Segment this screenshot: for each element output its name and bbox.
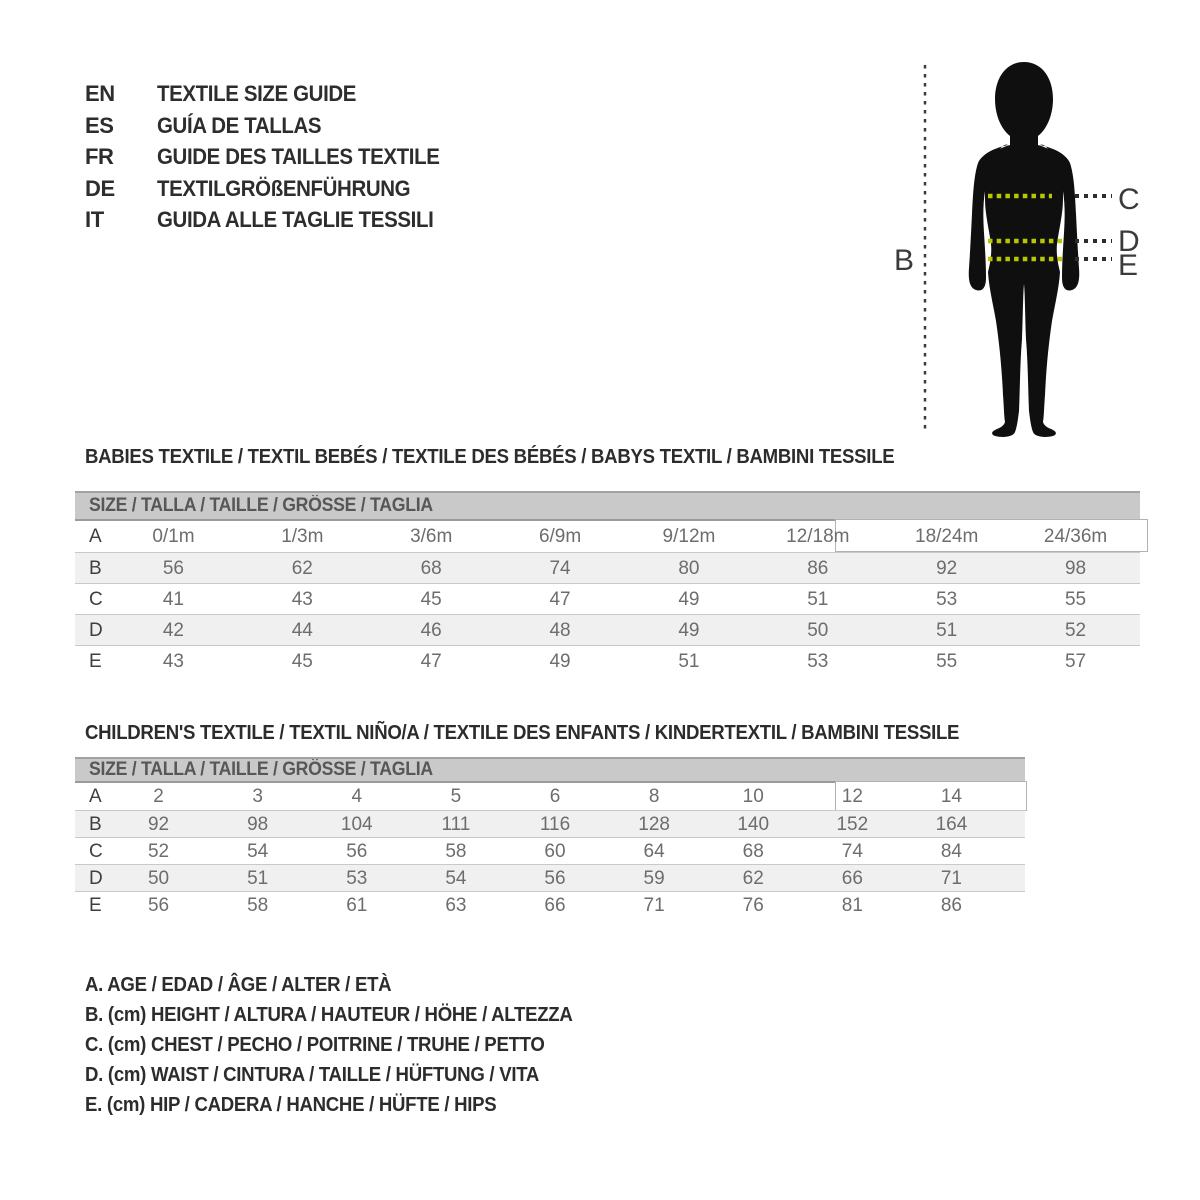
- children-table-header: [75, 757, 1025, 783]
- size-cell: 104: [340, 814, 373, 835]
- legend-text: A. AGE / EDAD / ÂGE / ALTER / ETÀ: [85, 974, 392, 996]
- size-cell: 56: [346, 841, 368, 862]
- row-label: B: [89, 814, 102, 835]
- row-label: E: [89, 895, 102, 916]
- row-label: A: [89, 786, 102, 807]
- row-label: C: [89, 841, 103, 862]
- size-header-text: SIZE / TALLA / TAILLE / GRÖSSE / TAGLIA: [89, 759, 433, 780]
- size-cell: 51: [678, 651, 700, 672]
- size-cell: 55: [936, 651, 958, 672]
- size-cell: 61: [346, 895, 368, 916]
- size-cell: 1/3m: [281, 526, 324, 547]
- size-cell: 49: [678, 620, 700, 641]
- size-row-B: [75, 810, 1025, 837]
- size-cell: 8: [648, 786, 660, 807]
- row-label: B: [89, 558, 102, 579]
- size-cell: 152: [836, 814, 869, 835]
- lang-title: TEXTILE SIZE GUIDE: [157, 81, 357, 106]
- size-cell: 51: [247, 868, 269, 889]
- size-cell: 43: [162, 651, 184, 672]
- size-cell: 74: [841, 841, 863, 862]
- babies-section-title: [85, 446, 955, 469]
- size-cell: 56: [147, 895, 170, 916]
- size-cell: 128: [638, 814, 670, 835]
- lang-row-de: [85, 173, 461, 205]
- size-cell: 49: [678, 589, 700, 610]
- size-cell: 54: [445, 868, 467, 889]
- size-cell: 63: [445, 895, 467, 916]
- size-row-E: [75, 891, 1025, 918]
- children-size-table: [75, 757, 1025, 918]
- size-cell: 50: [147, 868, 170, 889]
- legend-text: E. (cm) HIP / CADERA / HANCHE / HÜFTE / HIPS: [85, 1094, 497, 1116]
- legend-text: D. (cm) WAIST / CINTURA / TAILLE / HÜFTUNG / VITA: [85, 1064, 540, 1086]
- size-cell: 164: [935, 814, 968, 835]
- child-silhouette-figure: [880, 48, 1170, 443]
- lang-code: FR: [85, 144, 114, 169]
- size-row-C: [75, 837, 1025, 864]
- size-cell: 60: [544, 841, 566, 862]
- legend-row-waist: [85, 1060, 609, 1090]
- row-label: D: [89, 868, 103, 889]
- size-cell: 47: [420, 651, 442, 672]
- measurement-legend: [85, 970, 609, 1120]
- size-cell: 111: [441, 814, 471, 835]
- size-cell: 66: [544, 895, 566, 916]
- size-row-A: [75, 783, 1025, 810]
- size-cell: 12: [841, 786, 863, 807]
- size-cell: 68: [420, 558, 442, 579]
- legend-row-hip: [85, 1090, 609, 1120]
- size-row-C: [75, 583, 1140, 614]
- babies-table-header: [75, 491, 1140, 521]
- size-cell: 46: [420, 620, 442, 641]
- lang-row-es: [85, 110, 461, 142]
- row-label: A: [89, 526, 102, 547]
- size-cell: 49: [549, 651, 571, 672]
- legend-row-height: [85, 1000, 609, 1030]
- size-cell: 3: [252, 786, 263, 807]
- size-cell: 64: [643, 841, 665, 862]
- size-cell: 52: [147, 841, 170, 862]
- size-cell: 53: [936, 589, 958, 610]
- legend-text: C. (cm) CHEST / PECHO / POITRINE / TRUHE / PETTO: [85, 1034, 545, 1056]
- size-row-B: [75, 552, 1140, 583]
- size-cell: 74: [549, 558, 571, 579]
- size-cell: 45: [291, 651, 313, 672]
- size-cell: 71: [940, 868, 962, 889]
- lang-row-en: [85, 78, 461, 110]
- size-cell: 10: [742, 786, 764, 807]
- size-cell: 58: [445, 841, 467, 862]
- size-cell: 18/24m: [915, 526, 979, 547]
- size-cell: 9/12m: [662, 526, 716, 547]
- lang-title: GUIDE DES TAILLES TEXTILE: [157, 144, 440, 169]
- size-cell: 55: [1064, 589, 1087, 610]
- size-cell: 42: [162, 620, 184, 641]
- size-header-text: SIZE / TALLA / TAILLE / GRÖSSE / TAGLIA: [89, 495, 433, 516]
- size-cell: 92: [147, 814, 170, 835]
- size-cell: 59: [643, 868, 665, 889]
- size-cell: 51: [936, 620, 958, 641]
- size-row-D: [75, 614, 1140, 645]
- size-cell: 44: [291, 620, 313, 641]
- size-cell: 98: [247, 814, 269, 835]
- size-cell: 3/6m: [410, 526, 453, 547]
- lang-title: GUIDA ALLE TAGLIE TESSILI: [157, 207, 434, 232]
- size-cell: 58: [247, 895, 269, 916]
- legend-row-age: [85, 970, 609, 1000]
- size-cell: 86: [807, 558, 829, 579]
- babies-table-rows: [75, 521, 1140, 676]
- child-measurement-diagram: [880, 48, 1170, 443]
- size-cell: 86: [940, 895, 962, 916]
- figure-label-b: B: [894, 244, 915, 277]
- size-cell: 4: [351, 786, 363, 807]
- size-cell: 12/18m: [786, 526, 850, 547]
- size-cell: 71: [643, 895, 665, 916]
- size-cell: 116: [539, 814, 571, 835]
- size-cell: 50: [807, 620, 829, 641]
- size-cell: 92: [936, 558, 958, 579]
- size-cell: 57: [1064, 651, 1087, 672]
- lang-title: GUÍA DE TALLAS: [157, 112, 322, 138]
- size-cell: 76: [742, 895, 764, 916]
- babies-size-table: [75, 491, 1140, 676]
- figure-label-c: C: [1118, 183, 1140, 216]
- size-cell: 6: [549, 786, 561, 807]
- row-label: D: [89, 620, 103, 641]
- size-cell: 47: [549, 589, 571, 610]
- size-row-D: [75, 864, 1025, 891]
- legend-row-chest: [85, 1030, 609, 1060]
- children-section-title: [85, 722, 1025, 745]
- size-cell: 0/1m: [152, 526, 195, 547]
- figure-label-e: E: [1118, 249, 1139, 282]
- size-cell: 68: [742, 841, 764, 862]
- size-cell: 81: [841, 895, 863, 916]
- lang-row-it: [85, 204, 461, 236]
- children-table-rows: [75, 783, 1025, 918]
- size-cell: 24/36m: [1043, 526, 1108, 547]
- size-cell: 53: [807, 651, 829, 672]
- lang-row-fr: [85, 141, 461, 173]
- legend-text: B. (cm) HEIGHT / ALTURA / HAUTEUR / HÖHE / ALTEZZA: [85, 1004, 573, 1026]
- size-cell: 5: [450, 786, 462, 807]
- size-cell: 48: [549, 620, 571, 641]
- size-cell: 98: [1064, 558, 1087, 579]
- row-label: C: [89, 589, 103, 610]
- size-cell: 43: [291, 589, 313, 610]
- size-row-A: [75, 521, 1140, 552]
- size-cell: 41: [162, 589, 184, 610]
- size-cell: 62: [291, 558, 313, 579]
- size-cell: 2: [153, 786, 164, 807]
- child-body-silhouette: [985, 62, 1063, 437]
- size-cell: 54: [247, 841, 269, 862]
- size-cell: 62: [742, 868, 764, 889]
- lang-code: EN: [85, 81, 115, 106]
- size-cell: 53: [346, 868, 368, 889]
- size-cell: 84: [940, 841, 962, 862]
- figure-label-d: D: [1118, 225, 1140, 258]
- lang-code: IT: [85, 207, 104, 232]
- size-cell: 45: [420, 589, 442, 610]
- size-cell: 52: [1064, 620, 1087, 641]
- size-cell: 56: [544, 868, 566, 889]
- language-title-list: [85, 78, 461, 236]
- size-cell: 56: [162, 558, 184, 579]
- size-cell: 51: [807, 589, 829, 610]
- size-cell: 140: [737, 814, 770, 835]
- lang-code: DE: [85, 175, 115, 201]
- row-label: E: [89, 651, 102, 672]
- size-cell: 80: [678, 558, 700, 579]
- babies-section-title-text: BABIES TEXTILE / TEXTIL BEBÉS / TEXTILE DES BÉBÉS / BABYS TEXTIL / BAMBINI TESSILE: [85, 446, 895, 468]
- size-cell: 14: [940, 786, 962, 807]
- size-cell: 6/9m: [538, 526, 582, 547]
- size-cell: 66: [841, 868, 863, 889]
- lang-code: ES: [85, 112, 114, 138]
- lang-title: TEXTILGRÖßENFÜHRUNG: [157, 175, 411, 201]
- size-row-E: [75, 645, 1140, 676]
- children-section-title-text: CHILDREN'S TEXTILE / TEXTIL NIÑO/A / TEXTILE DES ENFANTS / KINDERTEXTIL / BAMBINI TESSILE: [85, 722, 960, 744]
